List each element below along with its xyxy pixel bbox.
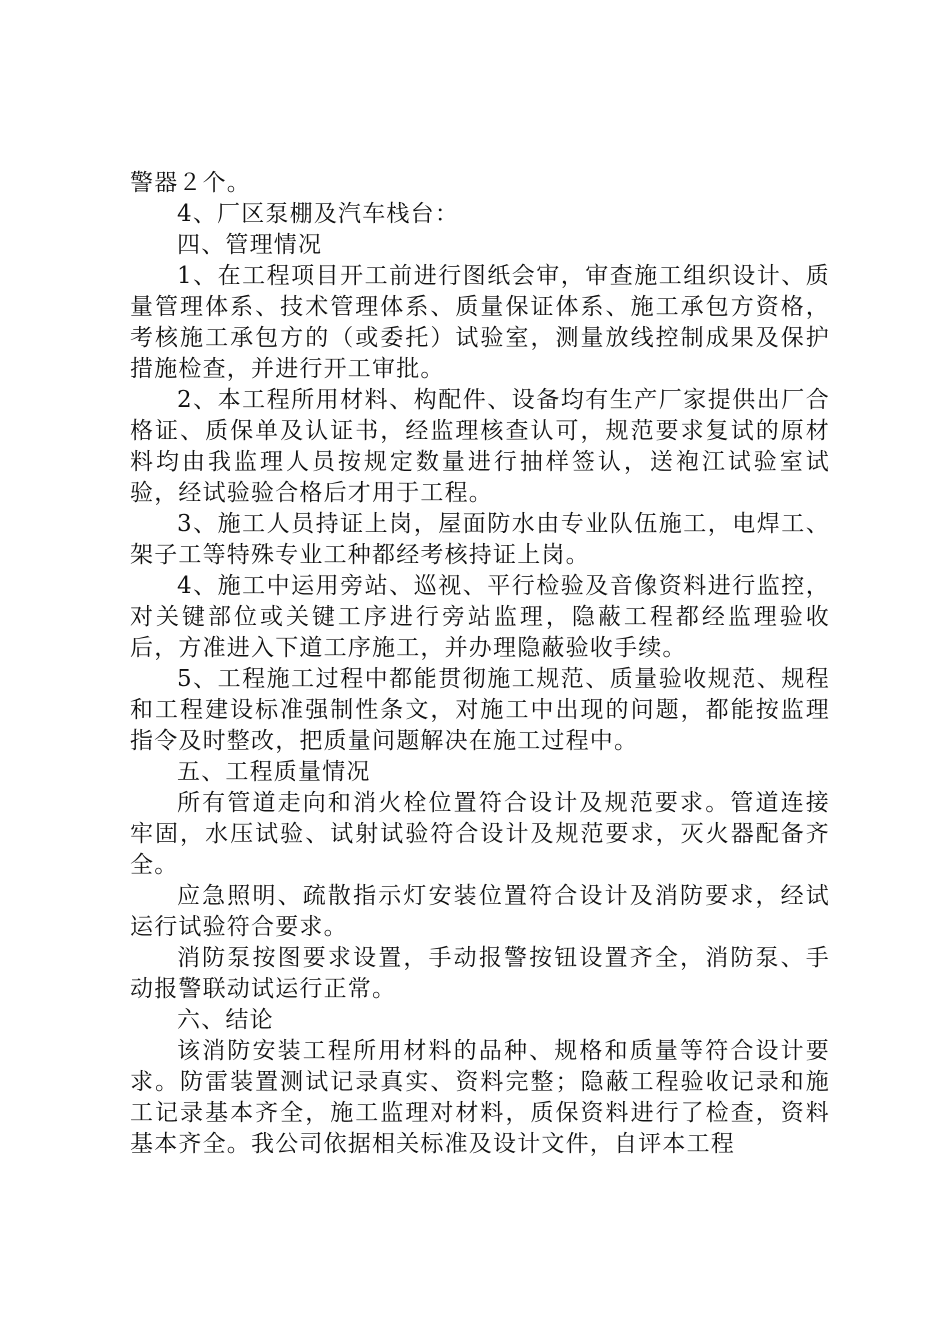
section-heading-management: 四、管理情况 — [177, 232, 323, 258]
paragraph-management-1: 1、在工程项目开工前进行图纸会审，审查施工组织设计、质量管理体系、技术管理体系、质量保证体系、施工承包方资格，考核施工承包方的（或委托）试验室，测量放线控制成果及保护措施检查，并进行开工审批。 — [130, 263, 830, 382]
paragraph-conclusion: 该消防安装工程所用材料的品种、规格和质量等符合设计要求。防雷装置测试记录真实、资料完整；隐蔽工程验收记录和施工记录基本齐全，施工监理对材料，质保资料进行了检查，资料基本齐全。我公司依据相关标准及设计文件，自评本工程 — [130, 1038, 830, 1157]
paragraph-quality-lighting: 应急照明、疏散指示灯安装位置符合设计及消防要求，经试运行试验符合要求。 — [130, 883, 830, 940]
paragraph-management-5: 5、工程施工过程中都能贯彻施工规范、质量验收规范、规程和工程建设标准强制性条文，对施工中出现的问题，都能按监理指令及时整改，把质量问题解决在施工过程中。 — [130, 666, 830, 754]
section-heading-quality: 五、工程质量情况 — [177, 759, 371, 785]
paragraph-management-2: 2、本工程所用材料、构配件、设备均有生产厂家提供出厂合格证、质保单及认证书，经监理核查认可，规范要求复试的原材料均由我监理人员按规定数量进行抽样签认，送袍江试验室试验，经试验验合格后才用于工程。 — [130, 387, 830, 506]
paragraph-quality-pump: 消防泵按图要求设置，手动报警按钮设置齐全，消防泵、手动报警联动试运行正常。 — [130, 945, 830, 1002]
paragraph-quality-pipes: 所有管道走向和消火栓位置符合设计及规范要求。管道连接牢固，水压试验、试射试验符合设计及规范要求，灭火器配备齐全。 — [130, 790, 830, 878]
document-body — [130, 168, 830, 1160]
paragraph-continuation: 警器２个。 — [130, 170, 251, 196]
paragraph-item-4-pump-shed: 4、厂区泵棚及汽车栈台： — [177, 201, 460, 227]
paragraph-management-4: 4、施工中运用旁站、巡视、平行检验及音像资料进行监控，对关键部位或关键工序进行旁站监理，隐蔽工程都经监理验收后，方准进入下道工序施工，并办理隐蔽验收手续。 — [130, 573, 830, 661]
paragraph-management-3: 3、施工人员持证上岗，屋面防水由专业队伍施工，电焊工、架子工等特殊专业工种都经考核持证上岗。 — [130, 511, 830, 568]
section-heading-conclusion: 六、结论 — [177, 1007, 274, 1033]
